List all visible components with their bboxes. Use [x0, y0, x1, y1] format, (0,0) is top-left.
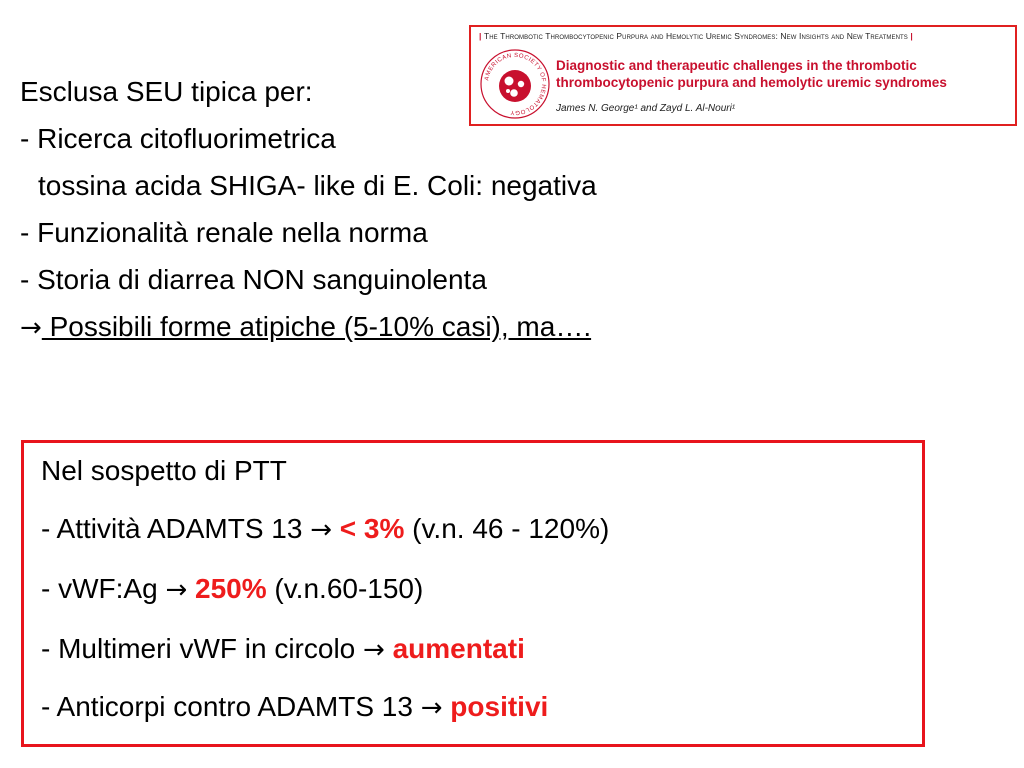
ptt-suspicion-box	[21, 440, 925, 747]
svg-text:AMERICAN SOCIETY OF HEMATOLOGY: AMERICAN SOCIETY OF HEMATOLOGY	[484, 52, 547, 116]
exclusion-item-renal-function: - Funzionalità renale nella norma	[20, 217, 428, 248]
lab-item-vwf-multimers: - Multimeri vWF in circolo → aumentati	[41, 633, 525, 665]
paper-authors: James N. George¹ and Zayd L. Al-Nouri¹	[556, 103, 736, 114]
conclusion-text: Possibili forme atipiche (5-10% casi), ma….	[41, 311, 592, 342]
lab-value: aumentati	[392, 633, 525, 664]
right-arrow-icon: →	[20, 313, 42, 343]
exclusion-heading: Esclusa SEU tipica per:	[20, 76, 313, 107]
paper-title: Diagnostic and therapeutic challenges in the thrombotic thrombocytopenic purpura and hemolytic uremic syndromes	[556, 58, 947, 90]
lab-value: < 3%	[339, 513, 405, 544]
exclusion-item-diarrhea: - Storia di diarrea NON sanguinolenta	[20, 264, 487, 295]
lab-item-adamts13-activity: - Attività ADAMTS 13 → < 3% (v.n. 46 - 120%)	[41, 513, 610, 545]
lab-value: 250%	[195, 573, 267, 604]
exclusion-item-cytofluorimetry: - Ricerca citofluorimetrica	[20, 123, 336, 154]
lab-item-anti-adamts13-antibodies: - Anticorpi contro ADAMTS 13 → positivi	[41, 691, 549, 723]
ash-logo-icon	[479, 48, 551, 120]
paper-series-title: | The Thrombotic Thrombocytopenic Purpura and Hemolytic Uremic Syndromes: New Insights and New Treatments |	[479, 31, 913, 41]
ptt-box-heading: Nel sospetto di PTT	[41, 455, 287, 486]
lab-value: positivi	[450, 691, 549, 722]
exclusion-item-shiga-toxin: tossina acida SHIGA- like di E. Coli: negativa	[38, 170, 597, 201]
right-arrow-icon: →	[310, 515, 332, 545]
conclusion-line	[20, 303, 597, 352]
right-arrow-icon: →	[165, 575, 188, 605]
right-arrow-icon: →	[363, 635, 385, 665]
lab-item-vwf-ag: - vWF:Ag → 250% (v.n.60-150)	[41, 573, 424, 605]
paper-header-figure	[469, 25, 1017, 126]
right-arrow-icon: →	[420, 693, 443, 723]
